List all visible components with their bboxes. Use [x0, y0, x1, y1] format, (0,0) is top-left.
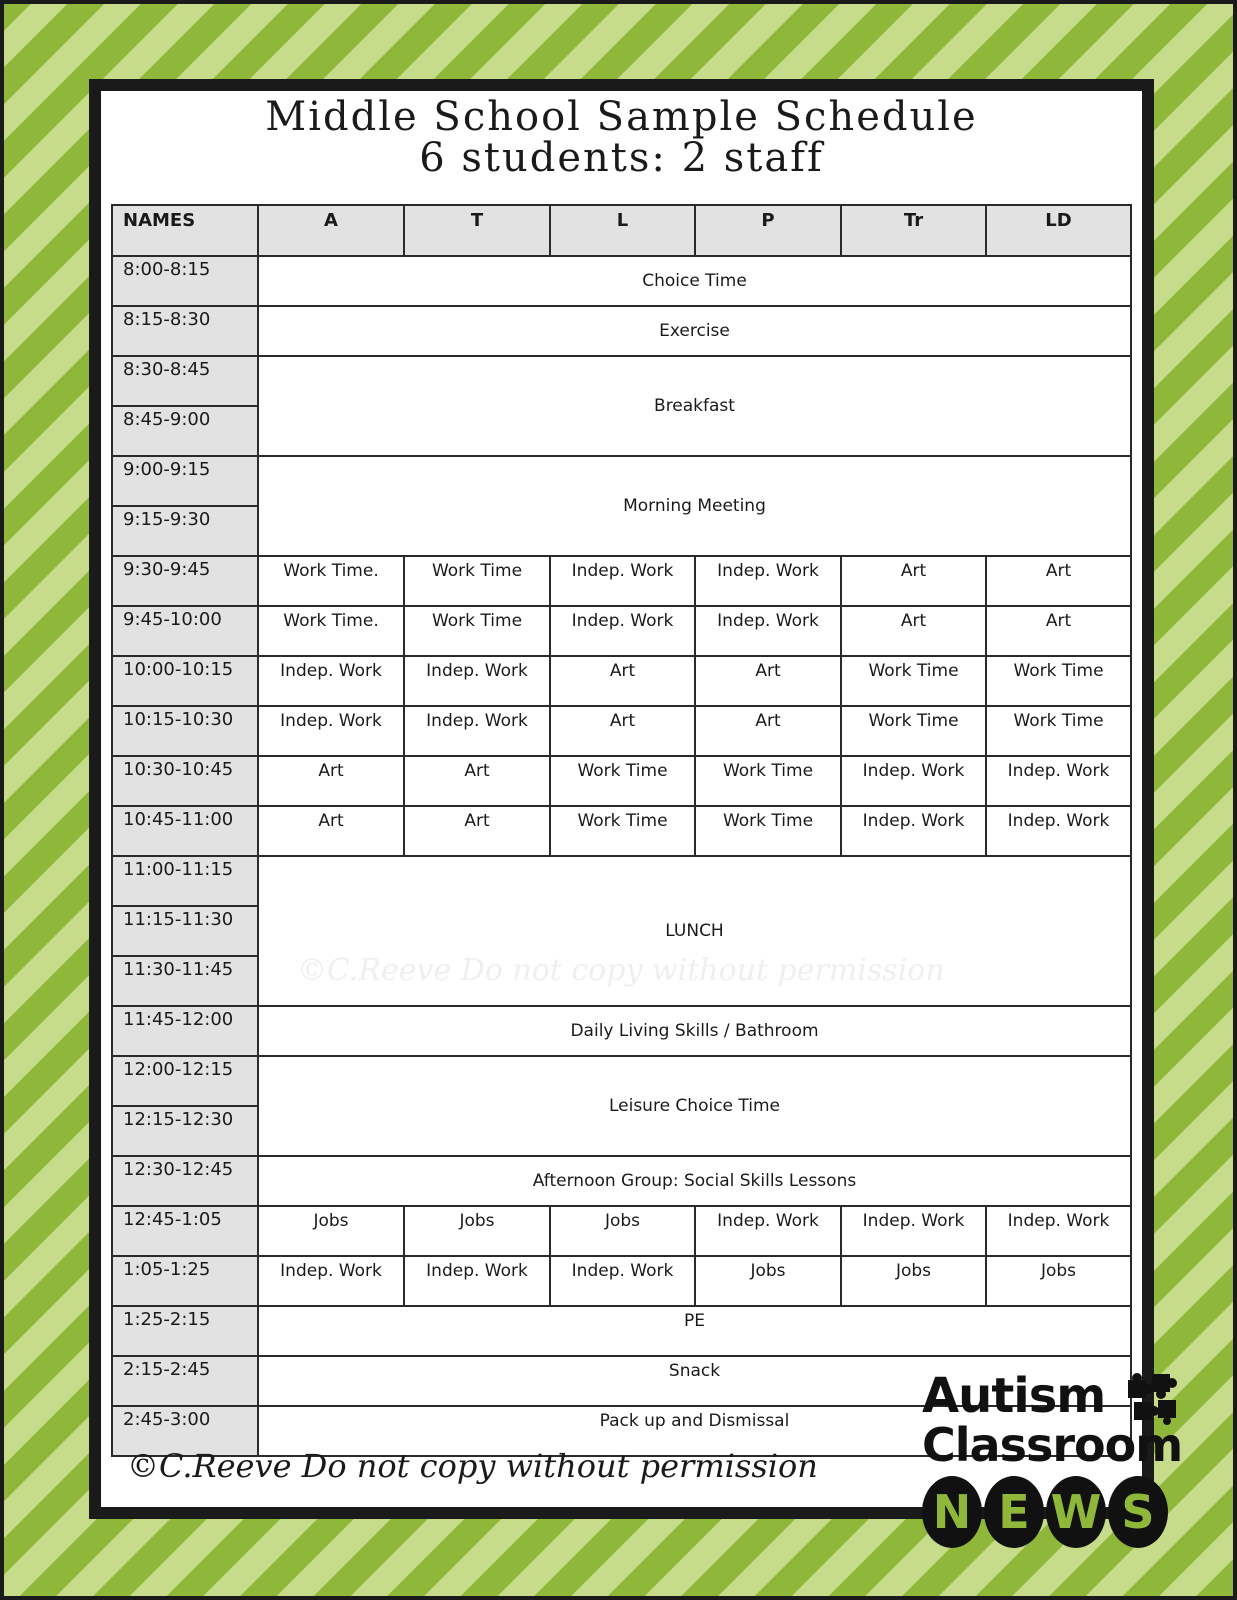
column-header-t: T [404, 205, 550, 256]
time-cell: 10:00-10:15 [112, 656, 258, 706]
time-cell: 2:45-3:00 [112, 1406, 258, 1456]
time-cell: 11:00-11:15 [112, 856, 258, 906]
time-cell: 8:15-8:30 [112, 306, 258, 356]
activity-cell: Indep. Work [258, 706, 404, 756]
activity-cell: Work Time [404, 606, 550, 656]
table-row [112, 1306, 1131, 1356]
news-letter-s: S [1108, 1476, 1168, 1548]
activity-leisure: Leisure Choice Time [258, 1056, 1131, 1156]
news-letter-n: N [922, 1476, 982, 1548]
activity-cell: Indep. Work [841, 806, 986, 856]
table-row [112, 806, 1131, 856]
time-cell: 1:05-1:25 [112, 1256, 258, 1306]
time-cell: 8:00-8:15 [112, 256, 258, 306]
activity-cell: Work Time [550, 806, 695, 856]
table-row [112, 556, 1131, 606]
news-letter-w: W [1046, 1476, 1106, 1548]
activity-cell: Jobs [404, 1206, 550, 1256]
activity-cell: Work Time [695, 756, 841, 806]
activity-exercise: Exercise [258, 306, 1131, 356]
copyright-notice: ©C.Reeve Do not copy without permission [127, 1447, 818, 1485]
table-row [112, 856, 1131, 906]
time-cell: 10:15-10:30 [112, 706, 258, 756]
table-row [112, 756, 1131, 806]
activity-cell: Indep. Work [695, 1206, 841, 1256]
page-title [101, 94, 1142, 181]
activity-cell: Indep. Work [404, 1256, 550, 1306]
activity-dismissal: Pack up and Dismissal [258, 1406, 1131, 1456]
header-row [112, 205, 1131, 256]
logo-line-autism: Autism [922, 1368, 1106, 1424]
activity-cell: Art [550, 656, 695, 706]
table-row [112, 1206, 1131, 1256]
activity-cell: Jobs [695, 1256, 841, 1306]
logo-line-classroom: Classroom [922, 1418, 1183, 1472]
time-cell: 10:45-11:00 [112, 806, 258, 856]
activity-cell: Jobs [550, 1206, 695, 1256]
table-row [112, 1256, 1131, 1306]
activity-pe: PE [258, 1306, 1131, 1356]
logo-news-badges [922, 1476, 1168, 1548]
activity-cell: Art [695, 706, 841, 756]
title-line-2: 6 students: 2 staff [419, 135, 824, 181]
table-row [112, 1056, 1131, 1106]
table-row [112, 306, 1131, 356]
table-row [112, 606, 1131, 656]
title-line-1: Middle School Sample Schedule [265, 94, 978, 140]
activity-cell: Art [404, 756, 550, 806]
activity-daily-living: Daily Living Skills / Bathroom [258, 1006, 1131, 1056]
table-row [112, 456, 1131, 506]
activity-snack: Snack [258, 1356, 1131, 1406]
time-cell: 12:00-12:15 [112, 1056, 258, 1106]
activity-cell: Jobs [986, 1256, 1131, 1306]
activity-cell: Jobs [258, 1206, 404, 1256]
watermark-text: ©C.Reeve Do not copy without permission [297, 953, 945, 988]
activity-cell: Jobs [841, 1256, 986, 1306]
time-cell: 1:25-2:15 [112, 1306, 258, 1356]
column-header-tr: Tr [841, 205, 986, 256]
schedule-page [89, 79, 1154, 1519]
activity-cell: Indep. Work [695, 556, 841, 606]
activity-cell: Art [258, 756, 404, 806]
table-row [112, 1006, 1131, 1056]
activity-cell: Work Time [550, 756, 695, 806]
activity-cell: Art [404, 806, 550, 856]
time-cell: 12:30-12:45 [112, 1156, 258, 1206]
column-header-p: P [695, 205, 841, 256]
activity-cell: Art [258, 806, 404, 856]
time-cell: 11:45-12:00 [112, 1006, 258, 1056]
activity-cell: Indep. Work [695, 606, 841, 656]
activity-cell: Art [550, 706, 695, 756]
activity-cell: Indep. Work [404, 656, 550, 706]
activity-cell: Work Time [986, 706, 1131, 756]
column-header-names: NAMES [112, 205, 258, 256]
time-cell: 12:45-1:05 [112, 1206, 258, 1256]
activity-cell: Work Time. [258, 556, 404, 606]
table-row [112, 706, 1131, 756]
activity-cell: Work Time. [258, 606, 404, 656]
table-row [112, 1156, 1131, 1206]
schedule-table [111, 204, 1132, 1457]
activity-cell: Indep. Work [550, 556, 695, 606]
time-cell: 11:15-11:30 [112, 906, 258, 956]
activity-cell: Indep. Work [986, 756, 1131, 806]
time-cell: 8:30-8:45 [112, 356, 258, 406]
activity-cell: Work Time [986, 656, 1131, 706]
activity-lunch: LUNCH [258, 856, 1131, 1006]
activity-choice-time: Choice Time [258, 256, 1131, 306]
activity-cell: Art [841, 556, 986, 606]
table-row [112, 356, 1131, 406]
activity-afternoon-group: Afternoon Group: Social Skills Lessons [258, 1156, 1131, 1206]
activity-cell: Indep. Work [986, 1206, 1131, 1256]
activity-cell: Art [841, 606, 986, 656]
activity-morning-meeting: Morning Meeting [258, 456, 1131, 556]
activity-cell: Indep. Work [404, 706, 550, 756]
time-cell: 11:30-11:45 [112, 956, 258, 1006]
time-cell: 10:30-10:45 [112, 756, 258, 806]
activity-cell: Work Time [404, 556, 550, 606]
news-letter-e: E [984, 1476, 1044, 1548]
activity-cell: Indep. Work [258, 656, 404, 706]
activity-cell: Indep. Work [258, 1256, 404, 1306]
activity-cell: Indep. Work [550, 1256, 695, 1306]
activity-cell: Indep. Work [841, 756, 986, 806]
column-header-l: L [550, 205, 695, 256]
table-row [112, 256, 1131, 306]
time-cell: 9:00-9:15 [112, 456, 258, 506]
column-header-a: A [258, 205, 404, 256]
activity-cell: Indep. Work [841, 1206, 986, 1256]
activity-cell: Indep. Work [986, 806, 1131, 856]
time-cell: 9:45-10:00 [112, 606, 258, 656]
time-cell: 8:45-9:00 [112, 406, 258, 456]
activity-cell: Work Time [841, 706, 986, 756]
activity-cell: Work Time [841, 656, 986, 706]
table-row [112, 656, 1131, 706]
activity-cell: Art [695, 656, 841, 706]
time-cell: 9:15-9:30 [112, 506, 258, 556]
activity-cell: Art [986, 556, 1131, 606]
activity-breakfast: Breakfast [258, 356, 1131, 456]
time-cell: 2:15-2:45 [112, 1356, 258, 1406]
activity-cell: Indep. Work [550, 606, 695, 656]
autism-classroom-news-logo [922, 1368, 1212, 1560]
activity-cell: Work Time [695, 806, 841, 856]
column-header-ld: LD [986, 205, 1131, 256]
activity-cell: Art [986, 606, 1131, 656]
time-cell: 9:30-9:45 [112, 556, 258, 606]
time-cell: 12:15-12:30 [112, 1106, 258, 1156]
